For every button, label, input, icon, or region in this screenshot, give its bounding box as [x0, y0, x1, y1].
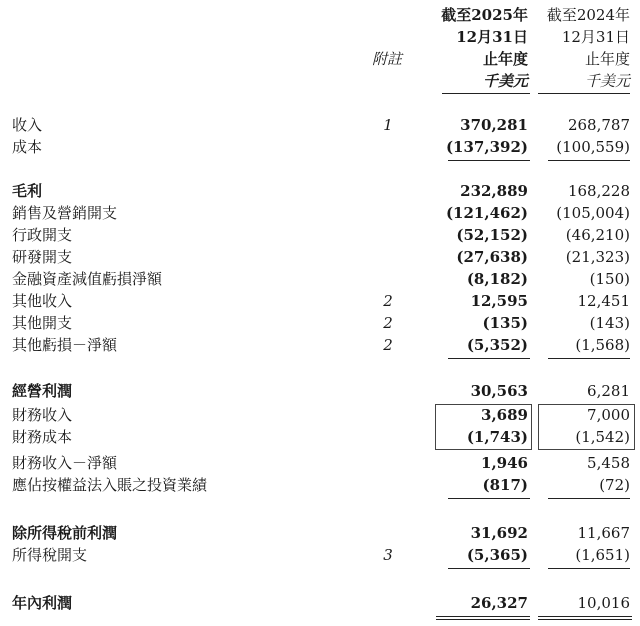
row-value-2025: 1,946	[481, 454, 528, 472]
row-other-losses	[0, 334, 640, 356]
header-2025-line2: 12月31日	[456, 28, 528, 46]
row-value-2025: (27,638)	[456, 248, 528, 266]
row-value-2025: 26,327	[470, 594, 528, 612]
row-value-2024: 10,016	[577, 594, 630, 612]
total-double-rule-2025-a	[436, 616, 530, 617]
row-label: 年內利潤	[12, 594, 73, 612]
header-2024-line1: 截至2024年	[546, 6, 630, 24]
row-value-2025: (137,392)	[445, 138, 528, 156]
row-value-2025: (135)	[482, 314, 528, 332]
row-admin-expenses	[0, 224, 640, 246]
row-label: 金融資產減值虧損淨額	[12, 270, 163, 288]
row-label: 行政開支	[12, 226, 73, 244]
header-2025-line3: 止年度	[482, 50, 528, 68]
header-2024-line3: 止年度	[584, 50, 630, 68]
row-label: 成本	[12, 138, 43, 156]
subtotal-rule-2025	[448, 568, 530, 569]
row-value-2025: (8,182)	[466, 270, 528, 288]
row-value-2025: (817)	[482, 476, 528, 494]
row-note: 1	[383, 116, 393, 134]
row-value-2024: 11,667	[577, 524, 630, 542]
header-2025-line1: 截至2025年	[441, 6, 528, 24]
row-gross-profit	[0, 180, 640, 202]
row-note: 2	[383, 292, 393, 310]
row-value-2024: (1,568)	[575, 336, 630, 354]
row-cost	[0, 136, 640, 158]
row-label: 其他開支	[12, 314, 73, 332]
row-other-expenses	[0, 312, 640, 334]
row-value-2024: (150)	[589, 270, 630, 288]
row-label: 研發開支	[12, 248, 73, 266]
row-value-2024: 5,458	[587, 454, 630, 472]
header-2025-unit: 千美元	[482, 72, 528, 90]
row-revenue	[0, 114, 640, 136]
row-note: 2	[383, 336, 393, 354]
row-value-2024: (100,559)	[556, 138, 630, 156]
subtotal-rule-2024	[548, 568, 630, 569]
header-2025-underline	[442, 93, 530, 94]
row-operating-profit	[0, 380, 640, 402]
total-double-rule-2024-b	[538, 619, 632, 620]
total-double-rule-2024-a	[538, 616, 632, 617]
row-impairment	[0, 268, 640, 290]
row-value-2024: 12,451	[577, 292, 630, 310]
subtotal-rule-2025	[448, 498, 530, 499]
row-label: 所得稅開支	[12, 546, 88, 564]
row-note: 3	[383, 546, 393, 564]
row-finance-cost	[0, 426, 640, 448]
row-value-2024: 168,228	[567, 182, 630, 200]
row-value-2025: (5,365)	[466, 546, 528, 564]
row-income-tax	[0, 544, 640, 566]
row-finance-income	[0, 404, 640, 426]
row-value-2025: (121,462)	[445, 204, 528, 222]
row-value-2025: 31,692	[470, 524, 528, 542]
row-value-2025: 3,689	[481, 406, 528, 424]
row-value-2024: (46,210)	[565, 226, 630, 244]
row-profit-for-year	[0, 592, 640, 614]
row-value-2025: 232,889	[460, 182, 528, 200]
row-value-2024: (105,004)	[556, 204, 630, 222]
row-label: 其他收入	[12, 292, 73, 310]
row-note: 2	[383, 314, 393, 332]
row-value-2024: (1,651)	[575, 546, 630, 564]
row-label: 除所得稅前利潤	[12, 524, 118, 542]
row-value-2025: (5,352)	[466, 336, 528, 354]
row-value-2024: 7,000	[587, 406, 630, 424]
row-label: 應佔按權益法入賬之投資業績	[12, 476, 208, 494]
subtotal-rule-2024	[548, 160, 630, 161]
row-label: 經營利潤	[12, 382, 73, 400]
row-finance-net	[0, 452, 640, 474]
row-value-2025: (1,743)	[466, 428, 528, 446]
row-value-2024: (143)	[589, 314, 630, 332]
row-value-2024: (72)	[599, 476, 630, 494]
row-value-2024: (1,542)	[575, 428, 630, 446]
row-label: 收入	[12, 116, 43, 134]
subtotal-rule-2024	[548, 498, 630, 499]
row-value-2025: 30,563	[470, 382, 528, 400]
row-label: 財務收入－淨額	[12, 454, 118, 472]
header-2024-line2: 12月31日	[561, 28, 630, 46]
row-value-2025: (52,152)	[456, 226, 528, 244]
row-label: 財務成本	[12, 428, 73, 446]
row-value-2024: 268,787	[567, 116, 630, 134]
row-label: 毛利	[12, 182, 43, 200]
total-double-rule-2025-b	[436, 619, 530, 620]
subtotal-rule-2025	[448, 160, 530, 161]
row-value-2024: 6,281	[587, 382, 630, 400]
header-2024-underline	[538, 93, 630, 94]
row-value-2024: (21,323)	[565, 248, 630, 266]
row-value-2025: 12,595	[470, 292, 528, 310]
row-rnd-expenses	[0, 246, 640, 268]
row-value-2025: 370,281	[460, 116, 528, 134]
row-selling-expenses	[0, 202, 640, 224]
subtotal-rule-2024	[548, 358, 630, 359]
subtotal-rule-2025	[448, 358, 530, 359]
row-profit-before-tax	[0, 522, 640, 544]
row-label: 財務收入	[12, 406, 73, 424]
row-label: 其他虧損－淨額	[12, 336, 118, 354]
row-label: 銷售及營銷開支	[12, 204, 118, 222]
header-2024-unit: 千美元	[584, 72, 630, 90]
row-equity-method	[0, 474, 640, 496]
header-note: 附註	[372, 50, 403, 68]
row-other-income	[0, 290, 640, 312]
